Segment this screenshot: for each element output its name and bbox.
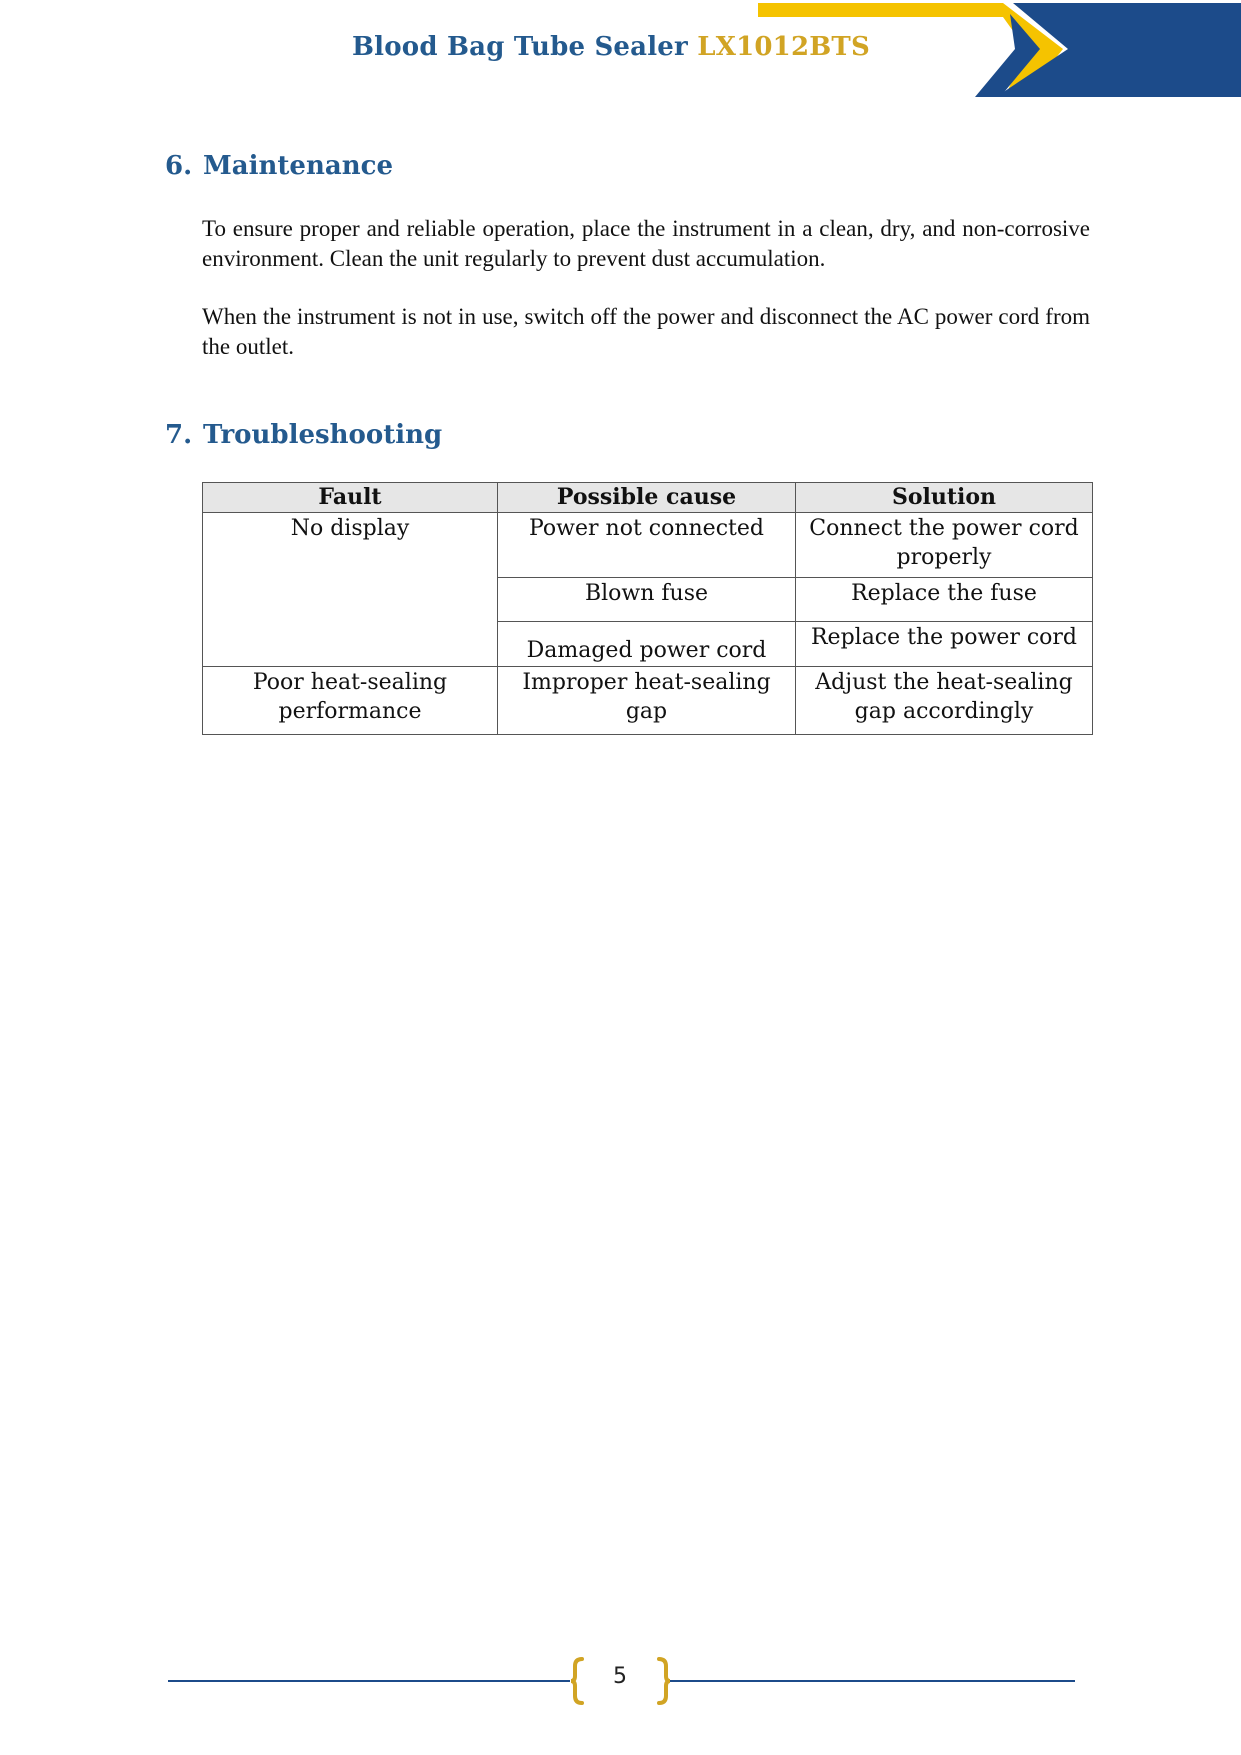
cause-cell: Blown fuse: [498, 578, 796, 622]
maintenance-paragraph-1: To ensure proper and reliable operation, place the instrument in a clean, dry, and non-corrosive environment. Clean the unit regularly to prevent dust accumulation.: [202, 216, 1090, 271]
table-header-row: [203, 483, 1093, 513]
document-title: [352, 32, 870, 62]
solution-cell: Connect the power cord properly: [796, 513, 1093, 578]
column-header-cause: Possible cause: [498, 483, 796, 513]
cause-cell: Power not connected: [498, 513, 796, 578]
solution-cell: Replace the fuse: [796, 578, 1093, 622]
maintenance-heading: [165, 151, 393, 181]
table-row: [203, 513, 1093, 578]
solution-cell: Replace the power cord: [796, 622, 1093, 667]
fault-cell: Poor heat-sealing performance: [203, 667, 498, 735]
page-number: 5: [613, 1664, 627, 1689]
table-row: [203, 667, 1093, 735]
cause-cell: Damaged power cord: [498, 622, 796, 667]
section-title: Maintenance: [203, 151, 393, 181]
column-header-solution: Solution: [796, 483, 1093, 513]
section-title: Troubleshooting: [203, 420, 443, 450]
troubleshooting-table: [202, 482, 1093, 735]
section-number: 6.: [165, 151, 193, 181]
fault-cell: No display: [203, 513, 498, 667]
cause-cell: Improper heat-sealing gap: [498, 667, 796, 735]
section-number: 7.: [165, 420, 193, 450]
troubleshooting-heading: [165, 420, 442, 450]
maintenance-paragraph-2: When the instrument is not in use, switch off the power and disconnect the AC power cord from the outlet.: [202, 304, 1090, 359]
product-name: Blood Bag Tube Sealer: [352, 32, 688, 62]
column-header-fault: Fault: [203, 483, 498, 513]
product-model: LX1012BTS: [697, 32, 870, 62]
solution-cell: Adjust the heat-sealing gap accordingly: [796, 667, 1093, 735]
